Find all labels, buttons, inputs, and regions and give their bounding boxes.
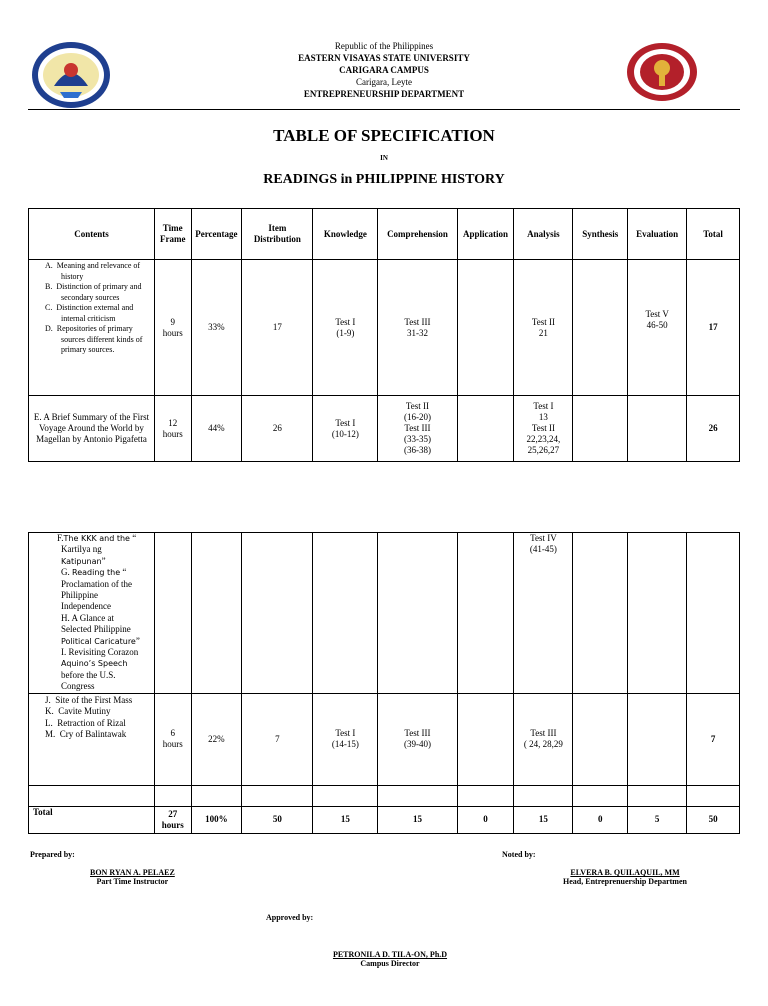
row4-total: 7 — [687, 693, 740, 785]
list-item: L. Retraction of Rizal — [45, 717, 126, 728]
list-item: F.The KKK and the “ — [57, 533, 137, 543]
header-university: EASTERN VISAYAS STATE UNIVERSITY — [298, 53, 470, 63]
approved-by-label: Approved by: — [266, 913, 314, 922]
list-item: before the U.S. — [61, 669, 116, 680]
header-total: Total — [687, 209, 740, 260]
prepared-by-name: BON RYAN A. PELAEZ — [90, 868, 175, 877]
list-item: M. Cry of Balintawak — [45, 728, 127, 739]
row1-evaluation: Test V 46-50 — [628, 260, 687, 396]
total-comprehension: 15 — [378, 806, 457, 833]
row2-items: 26 — [242, 396, 313, 462]
noted-by-title: Head, Entreprenuership Departmen — [563, 877, 687, 886]
row2-knowledge: Test I (10-12) — [313, 396, 378, 462]
row1-total: 17 — [687, 260, 740, 396]
prepared-by-block — [90, 868, 175, 886]
total-synthesis: 0 — [573, 806, 628, 833]
university-seal-right — [624, 42, 700, 102]
list-item: Congress — [61, 681, 95, 692]
list-item: Political Caricature” — [61, 635, 140, 646]
row2-time: 12 hours — [154, 396, 191, 462]
table-row — [29, 533, 740, 694]
row2-evaluation — [628, 396, 687, 462]
row1-contents — [29, 260, 155, 396]
total-percentage: 100% — [191, 806, 242, 833]
page-title: TABLE OF SPECIFICATION — [273, 126, 495, 145]
total-evaluation: 5 — [628, 806, 687, 833]
header-republic: Republic of the Philippines — [334, 41, 434, 51]
total-total: 50 — [687, 806, 740, 833]
table-row — [29, 396, 740, 462]
list-item: Independence — [61, 601, 111, 612]
row2-contents: E. A Brief Summary of the First Voyage Around the World by Magellan by Antonio Pigafetta — [29, 396, 155, 462]
row2-synthesis — [573, 396, 628, 462]
table-row — [29, 260, 740, 396]
noted-by-name: ELVERA B. QUILAQUIL, MM — [570, 868, 680, 877]
header-contents: Contents — [29, 209, 155, 260]
noted-by-block — [540, 868, 710, 886]
row4-items: 7 — [242, 693, 313, 785]
approved-by-block — [300, 950, 480, 968]
header-divider — [28, 109, 740, 110]
header-time-frame: Time Frame — [154, 209, 191, 260]
row2-analysis: Test I 13 Test II 22,23,24, 25,26,27 — [514, 396, 573, 462]
prepared-by-label: Prepared by: — [30, 850, 75, 859]
title-connector: IN — [380, 154, 388, 162]
row1-analysis: Test II 21 — [514, 260, 573, 396]
row2-total: 26 — [687, 396, 740, 462]
header-department: ENTREPRENEURSHIP DEPARTMENT — [303, 89, 465, 99]
header-knowledge: Knowledge — [313, 209, 378, 260]
list-item: J. Site of the First Mass — [45, 694, 133, 705]
row2-comprehension: Test II (16-20) Test III (33-35) (36-38) — [378, 396, 457, 462]
total-time: 27 hours — [154, 806, 191, 833]
row4-analysis: Test III ( 24, 28,29 — [514, 693, 573, 785]
row1-time: 9 hours — [154, 260, 191, 396]
total-items: 50 — [242, 806, 313, 833]
total-knowledge: 15 — [313, 806, 378, 833]
list-item: D. Repositories of primary sources different kinds of primary sources. — [45, 324, 143, 354]
list-item: I. Revisiting Corazon — [61, 647, 139, 658]
list-item: G. Reading the “ — [61, 567, 127, 578]
row2-percentage: 44% — [191, 396, 242, 462]
list-item: Katipunan” — [61, 555, 106, 566]
page-subtitle: READINGS in PHILIPPINE HISTORY — [263, 172, 505, 187]
table-header-row — [29, 209, 740, 260]
total-row — [29, 806, 740, 833]
approved-by-name: PETRONILA D. TILA-ON, Ph.D — [332, 950, 448, 959]
list-item: Selected Philippine — [61, 624, 131, 635]
header-percentage: Percentage — [191, 209, 242, 260]
header-analysis: Analysis — [514, 209, 573, 260]
list-item: Aquino’s Speech — [61, 659, 128, 669]
list-item: Kartilya ng — [61, 544, 102, 555]
table-row — [29, 693, 740, 785]
header-campus: CARIGARA CAMPUS — [339, 65, 429, 75]
row3-contents — [29, 533, 155, 694]
row1-percentage: 33% — [191, 260, 242, 396]
total-application: 0 — [457, 806, 514, 833]
prepared-by-title: Part Time Instructor — [96, 877, 169, 886]
list-item: Proclamation of the — [61, 578, 132, 589]
total-label: Total — [29, 806, 155, 833]
header-item-distribution: Item Distribution — [242, 209, 313, 260]
row2-application — [457, 396, 514, 462]
row4-contents — [29, 693, 155, 785]
row1-synthesis — [573, 260, 628, 396]
row1-comprehension: Test III 31-32 — [378, 260, 457, 396]
row1-application — [457, 260, 514, 396]
noted-by-label: Noted by: — [502, 850, 536, 859]
row4-percentage: 22% — [191, 693, 242, 785]
total-analysis: 15 — [514, 806, 573, 833]
row4-comprehension: Test III (39-40) — [378, 693, 457, 785]
header-synthesis: Synthesis — [573, 209, 628, 260]
header-application: Application — [457, 209, 514, 260]
header-location: Carigara, Leyte — [356, 77, 412, 87]
specification-table-part1 — [28, 208, 740, 462]
list-item: A. Meaning and relevance of history — [45, 261, 141, 281]
list-item: Philippine — [61, 590, 99, 601]
list-item: B. Distinction of primary and secondary sources — [45, 282, 142, 302]
list-item: H. A Glance at — [61, 612, 114, 623]
approved-by-title: Campus Director — [360, 959, 420, 968]
specification-table-part2 — [28, 532, 740, 834]
row1-knowledge: Test I (1-9) — [313, 260, 378, 396]
list-item: K. Cavite Mutiny — [45, 706, 111, 717]
row4-time: 6 hours — [154, 693, 191, 785]
row3-analysis: Test IV (41-45) — [514, 533, 573, 694]
row4-knowledge: Test I (14-15) — [313, 693, 378, 785]
header-comprehension: Comprehension — [378, 209, 457, 260]
header-evaluation: Evaluation — [628, 209, 687, 260]
table-row — [29, 785, 740, 806]
row1-items: 17 — [242, 260, 313, 396]
list-item: C. Distinction external and internal criticism — [45, 303, 134, 323]
